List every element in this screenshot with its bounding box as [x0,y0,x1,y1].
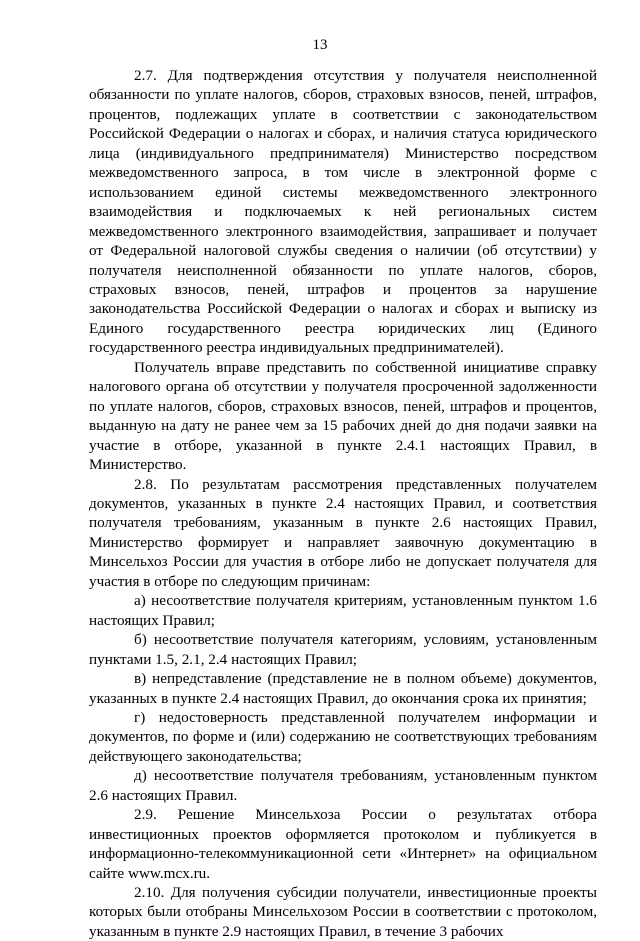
list-item-b: б) несоответствие получателя категориям, условиям, установленным пунктами 1.5, 2.1, 2.4 настоящих Правил; [89,631,597,668]
paragraph-2-9: 2.9. Решение Минсельхоза России о результатах отбора инвестиционных проектов оформляется протоколом и публикуется в информационно-телекоммуникационной сети «Интернет» на официальном сайте www.mcx.ru. [89,806,597,882]
paragraph-2-10: 2.10. Для получения субсидии получатели, инвестиционные проекты которых были отобраны Минсельхозом России в соответствии с протоколом, указанным в пункте 2.9 настоящих Правил, в течение 3 рабочих [89,884,597,940]
paragraph-2-7: 2.7. Для подтверждения отсутствия у получателя неисполненной обязанности по уплате налогов, сборов, страховых взносов, пеней, штрафов, процентов, подлежащих уплате в соответствии с законодательством Российской Федерации о налогах и сборах, и наличия статуса юридического лица (индивидуального предпринимателя) Министерство посредством межведомственного запроса, в том числе в электронной форме с использованием единой системы межведомственного электронного взаимодействия и подключаемых к ней региональных систем межведомственного электронного взаимодействия, запрашивает и получает от Федеральной налоговой службы сведения о наличии (об отсутствии) у получателя неисполненной обязанности по уплате налогов, сборов, страховых взносов, пеней, штрафов и процентов за нарушение законодательства Российской Федерации о налогах и сборах и выписку из Единого государственного реестра юридических лиц (Единого государственного реестра индивидуальных предпринимателей). [89,67,597,357]
list-item-g: г) недостоверность представленной получателем информации и документов, по форме и (или) содержанию не соответствующих требованиям действующего законодательства; [89,708,597,765]
list-item-v: в) непредставление (представление не в полном объеме) документов, указанных в пункте 2.4 настоящих Правил, до окончания срока их принятия; [89,670,597,707]
document-body [89,66,597,941]
page-number: 13 [312,37,328,53]
paragraph-2-8: 2.8. По результатам рассмотрения представленных получателем документов, указанных в пункте 2.4 настоящих Правил, и соответствия получателя требованиям, указанным в пункте 2.6 настоящих Правил, Министерство формирует и направляет заявочную документацию в Минсельхоз России для участия в отборе либо не допускает получателя для участия в отборе по следующим причинам: [89,475,597,590]
list-item-d: д) несоответствие получателя требованиям, установленным пунктом 2.6 настоящих Правил. [89,767,597,804]
list-item-a: а) несоответствие получателя критериям, установленным пунктом 1.6 настоящих Правил; [89,592,597,629]
paragraph-tax-certificate: Получатель вправе представить по собственной инициативе справку налогового органа об отсутствии у получателя просроченной задолженности по уплате налогов, сборов, страховых взносов, пеней, штрафов и процентов, выданную на дату не ранее чем за 15 рабочих дней до дня подачи заявки на участие в отборе, указанной в пункте 2.4.1 настоящих Правил, в Министерство. [89,358,597,474]
